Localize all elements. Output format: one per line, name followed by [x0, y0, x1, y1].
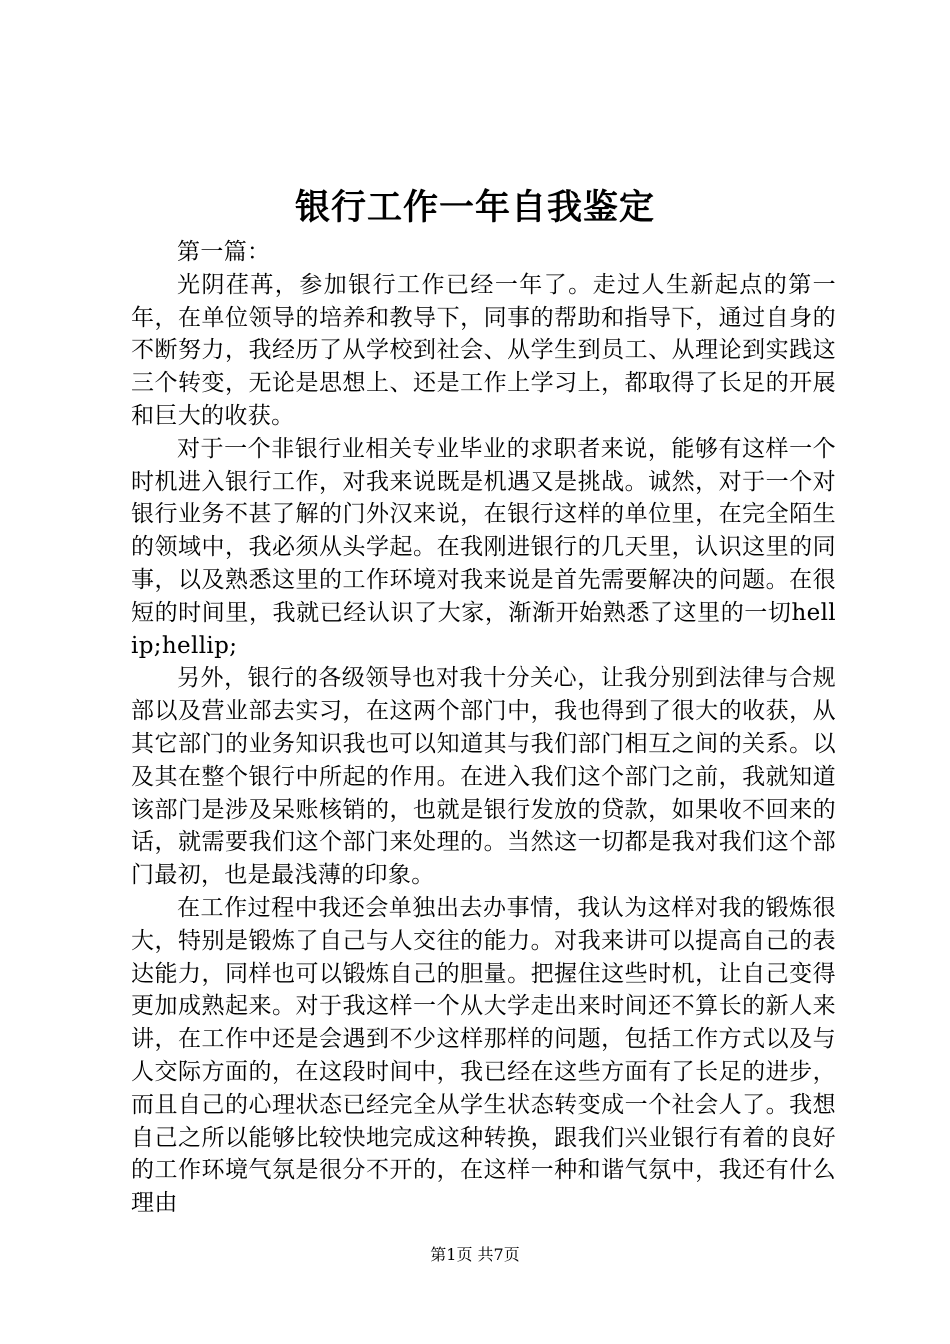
document-title: 银行工作一年自我鉴定 — [294, 187, 655, 228]
section-heading: 第一篇： — [177, 239, 271, 265]
document-body — [131, 236, 836, 1220]
paragraph: 对于一个非银行业相关专业毕业的求职者来说，能够有这样一个时机进入银行工作，对我来说既是机遇又是挑战。诚然，对于一个对银行业务不甚了解的门外汉来说，在银行这样的单位里，在完全陌生的领域中，我必须从头学起。在我刚进银行的几天里，认识这里的同事，以及熟悉这里的工作环境对我来说是首先需要解决的问题。在很短的时间里，我就已经认识了大家，渐渐开始熟悉了这里的一切hellip;hellip; — [131, 435, 836, 659]
paragraph: 在工作过程中我还会单独出去办事情，我认为这样对我的锻炼很大，特别是锻炼了自己与人交往的能力。对我来讲可以提高自己的表达能力，同样也可以锻炼自己的胆量。把握住这些时机，让自己变得更加成熟起来。对于我这样一个从大学走出来时间还不算长的新人来讲，在工作中还是会遇到不少这样那样的问题，包括工作方式以及与人交际方面的，在这段时间中，我已经在这些方面有了长足的进步，而且自己的心理状态已经完全从学生状态转变成一个社会人了。我想自己之所以能够比较快地完成这种转换，跟我们兴业银行有着的良好的工作环境气氛是很分不开的，在这样一种和谐气氛中，我还有什么理由 — [131, 894, 836, 1217]
paragraph: 另外，银行的各级领导也对我十分关心，让我分别到法律与合规部以及营业部去实习，在这两个部门中，我也得到了很大的收获，从其它部门的业务知识我也可以知道其与我们部门相互之间的关系。以及其在整个银行中所起的作用。在进入我们这个部门之前，我就知道该部门是涉及呆账核销的，也就是银行发放的贷款，如果收不回来的话，就需要我们这个部门来处理的。当然这一切都是我对我们这个部门最初，也是最浅薄的印象。 — [131, 665, 836, 889]
page-number-footer: 第1页 共7页 — [430, 1245, 520, 1264]
paragraph: 光阴荏苒，参加银行工作已经一年了。走过人生新起点的第一年，在单位领导的培养和教导下，同事的帮助和指导下，通过自身的不断努力，我经历了从学校到社会、从学生到员工、从理论到实践这三个转变，无论是思想上、还是工作上学习上，都取得了长足的开展和巨大的收获。 — [131, 271, 836, 429]
